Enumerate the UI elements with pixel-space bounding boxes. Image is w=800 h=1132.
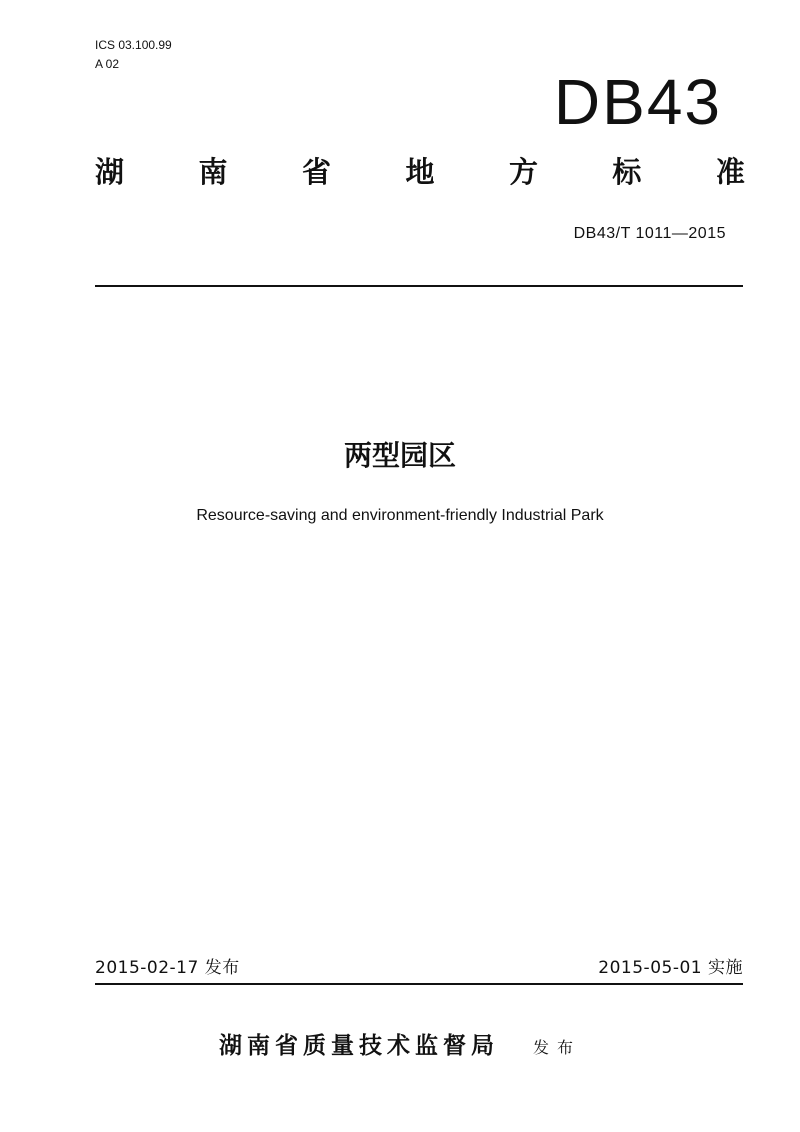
issue-word: 发布 <box>532 1038 581 1057</box>
ccs-code: A 02 <box>95 57 120 71</box>
issue-date: 2015-02-17 发布 <box>95 958 240 978</box>
issuer-line <box>0 1028 800 1064</box>
standard-type-char: 地 <box>405 155 435 189</box>
standard-type-char: 南 <box>198 155 228 189</box>
standard-type-char: 准 <box>715 155 745 189</box>
document-title-chinese: 两型园区 <box>343 439 456 472</box>
standard-type-char: 湖 <box>95 155 125 189</box>
standard-type-char: 方 <box>508 155 538 189</box>
standard-type-char: 省 <box>301 155 331 189</box>
issuer-name: 湖南省质量技术监督局 <box>218 1033 499 1059</box>
implementation-date: 2015-05-01 实施 <box>598 958 743 978</box>
standard-code-logo: DB43 <box>553 66 722 138</box>
header-divider <box>95 285 743 287</box>
standard-type-char: 标 <box>612 155 642 189</box>
standard-type-heading <box>95 150 745 194</box>
standard-number: DB43/T 1011—2015 <box>573 225 726 242</box>
ics-code: ICS 03.100.99 <box>95 38 172 52</box>
document-title-english: Resource-saving and environment-friendly Industrial Park <box>196 507 604 524</box>
footer-divider <box>95 983 743 985</box>
